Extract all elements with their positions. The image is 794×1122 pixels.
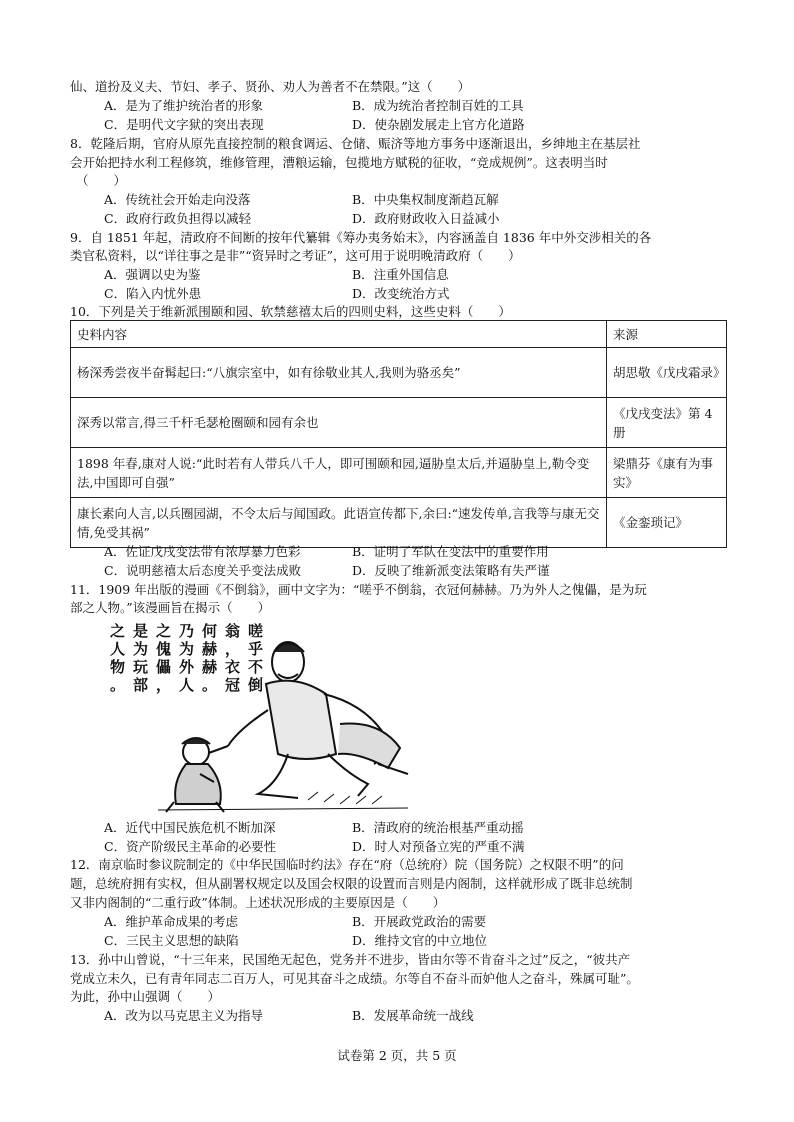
- q8-stem-line-1: 8．乾隆后期，官府从原先直接控制的粮食调运、仓储、赈济等地方事务中逐渐退出，乡绅地主在基层社: [70, 136, 641, 151]
- q8-option-c: C．政府行政负担得以减轻: [104, 211, 252, 226]
- table-row: [71, 448, 727, 498]
- cartoon-glyph: 嗟: [248, 622, 264, 640]
- cartoon-glyph: 不: [248, 658, 264, 676]
- cartoon-text-column: [155, 622, 171, 695]
- cartoon-glyph: 傀: [156, 640, 172, 658]
- q7-option-a: A．是为了维护统治者的形象: [104, 98, 264, 113]
- q8-stem-line-2: 会开始把持水利工程修筑，维修管理，漕粮运输，包揽地方赋税的征收，“竞成规例”。这表明当时: [70, 155, 608, 170]
- cartoon-glyph: 儡: [156, 658, 172, 676]
- q8-option-d: D．政府财政收入日益减小: [352, 211, 500, 226]
- table-cell-source: 胡思敬《戊戌霜录》: [607, 348, 727, 398]
- cartoon-glyph: 之: [156, 622, 172, 640]
- q7-option-b: B．成为统治者控制百姓的工具: [352, 98, 524, 113]
- table-cell-source: 梁鼎芬《康有为事实》: [607, 448, 727, 498]
- q11-option-c: C．资产阶级民主革命的必要性: [104, 839, 277, 854]
- q11-stem-line-2: 部之人物。”该漫画旨在揭示（ ）: [70, 600, 271, 615]
- cartoon-glyph: 为: [179, 640, 195, 658]
- cartoon-glyph: 赫: [202, 640, 218, 658]
- table-cell-source: 《戊戌变法》第 4 册: [607, 398, 727, 448]
- cartoon-glyph: 翁: [225, 622, 241, 640]
- q13-option-a: A．改为以马克思主义为指导: [104, 1008, 264, 1023]
- q9-stem-line-2: 类官私资料，以“详往事之是非”“资异时之考证”，这可用于说明晚清政府（ ）: [70, 248, 521, 263]
- q10-option-c: C．说明慈禧太后态度关乎变法成败: [104, 563, 302, 578]
- cartoon-glyph: ，: [225, 640, 241, 658]
- table-row: [71, 398, 727, 448]
- table-row: [71, 348, 727, 398]
- cartoon-text-column: [247, 622, 263, 694]
- q11-stem-line-1: 11．1909 年出版的漫画《不倒翁》，画中文字为：“嗟乎不倒翁，衣冠何赫赫。乃为外人之傀儡，是为玩: [70, 582, 647, 597]
- cartoon-text-column: [133, 622, 148, 694]
- cartoon-glyph: 是: [133, 622, 149, 640]
- page-footer: 试卷第 2 页，共 5 页: [337, 1048, 457, 1063]
- q9-option-d: D．改变统治方式: [352, 286, 450, 301]
- q11-option-d: D．时人对预备立宪的严重不满: [352, 839, 525, 854]
- q9-option-b: B．注重外国信息: [352, 267, 449, 282]
- q12-option-d: D．维持文官的中立地位: [352, 933, 488, 948]
- table-cell-content: 深秀以常言,得三千杆毛瑟枪圈颐和园有余也: [71, 398, 607, 448]
- q9-option-a: A．强调以史为鉴: [104, 267, 201, 282]
- q9-option-c: C．陷入内忧外患: [104, 286, 202, 301]
- q7-stem-line: 仙、道扮及义夫、节妇、孝子、贤孙、劝人为善者不在禁限。”这（ ）: [70, 79, 471, 94]
- table-cell-content: 杨深秀尝夜半奋髯起曰:“八旗宗室中，如有徐敬业其人,我则为骆丞矣”: [71, 348, 607, 398]
- q13-stem-line-1: 13．孙中山曾说，“十三年来，民国绝无起色，党务并不进步，皆由尔等不肯奋斗之过”反之，“彼共产: [70, 952, 631, 967]
- q10-option-b: B．证明了军队在变法中的重要作用: [352, 544, 549, 559]
- cartoon-glyph: 之: [110, 622, 126, 640]
- q8-option-b: B．中央集权制度渐趋瓦解: [352, 192, 499, 207]
- table-header-row: [71, 321, 727, 348]
- table-cell-content: 康长素向人言,以兵圈园湖，不令太后与闻国政。此语宣传都下,余曰:“速发传单,言我等与康无交情,免受其祸”: [71, 498, 607, 548]
- cartoon-text-column: [179, 622, 195, 694]
- q13-option-b: B．发展革命统一战线: [352, 1008, 474, 1023]
- q8-stem-line-3: （ ）: [76, 173, 127, 188]
- puppet-official-figure: [166, 738, 224, 812]
- cartoon-illustration: [88, 614, 414, 814]
- cartoon-glyph: 乎: [248, 640, 264, 658]
- cartoon-glyph: ，: [156, 676, 172, 694]
- cartoon-glyph: 人: [179, 676, 195, 694]
- q12-option-a: A．维护革命成果的考虑: [104, 914, 239, 929]
- cartoon-glyph: 。: [110, 676, 126, 694]
- cartoon-glyph: 冠: [225, 676, 241, 694]
- q12-option-b: B．开展政党政治的需要: [352, 914, 487, 929]
- cartoon-glyph: 倒: [248, 676, 264, 694]
- cartoon-text-column: [225, 622, 240, 694]
- q12-stem-line-2: 题，总统府拥有实权，但从副署权规定以及国会权限的设置而言则是内阁制，这样就形成了既非总统制: [70, 876, 633, 891]
- q11-option-a: A．近代中国民族危机不断加深: [104, 820, 276, 835]
- q11-option-b: B．清政府的统治根基严重动摇: [352, 820, 524, 835]
- table-cell-source: 《金銮琐记》: [607, 498, 727, 548]
- q12-option-c: C．三民主义思想的缺陷: [104, 933, 239, 948]
- q7-option-d: D．使杂剧发展走上官方化道路: [352, 117, 525, 132]
- table-header-source: 来源: [607, 321, 727, 348]
- cartoon-text-column: [110, 622, 125, 694]
- cartoon-glyph: 物: [110, 658, 126, 676]
- q8-option-a: A．传统社会开始走向没落: [104, 192, 251, 207]
- q10-stem: 10．下列是关于维新派围颐和园、软禁慈禧太后的四则史料，这些史料（ ）: [70, 304, 511, 319]
- cartoon-text-column: [201, 622, 218, 694]
- q12-stem-line-1: 12．南京临时参议院制定的《中华民国临时约法》存在“府（总统府）院（国务院）之权限不明”的问: [70, 857, 624, 872]
- cartoon-glyph: 为: [133, 640, 149, 658]
- cartoon-glyph: 衣: [225, 658, 241, 676]
- cartoon-glyph: 。: [202, 676, 218, 694]
- source-table: [70, 320, 727, 548]
- cartoon-glyph: 外: [179, 658, 195, 676]
- q13-stem-line-2: 党成立未久，已有青年同志二百万人，可见其奋斗之成绩。尔等自不奋斗而妒他人之奋斗，殊属可耻”。: [70, 971, 639, 986]
- cartoon-glyph: 部: [133, 676, 149, 694]
- q10-option-d: D．反映了维新派变法策略有失严谨: [352, 563, 550, 578]
- cartoon-glyph: 玩: [133, 658, 149, 676]
- cartoon-glyph: 人: [110, 640, 126, 658]
- q13-stem-line-3: 为此，孙中山强调（ ）: [70, 989, 221, 1004]
- table-row: [71, 498, 727, 548]
- cartoon-glyph: 乃: [179, 622, 195, 640]
- q7-option-c: C．是明代文字狱的突出表现: [104, 117, 264, 132]
- table-cell-content: 1898 年春,康对人说:“此时若有人带兵八千人，即可围颐和园,逼胁皇太后,并逼胁皇上,勒令变法,中国即可自强”: [71, 448, 607, 498]
- q10-option-a: A．佐证戊戌变法带有浓厚暴力色彩: [104, 544, 301, 559]
- table-header-content: 史料内容: [71, 321, 607, 348]
- cartoon-glyph: 何: [202, 622, 218, 640]
- q12-stem-line-3: 又非内阁制的“二重行政”体制。上述状况形成的主要原因是（ ）: [70, 895, 446, 910]
- cartoon-glyph: 赫: [202, 658, 218, 676]
- q9-stem-line-1: 9．自 1851 年起，清政府不间断的按年代纂辑《筹办夷务始末》，内容涵盖自 1836 年中外交涉相关的各: [70, 230, 652, 245]
